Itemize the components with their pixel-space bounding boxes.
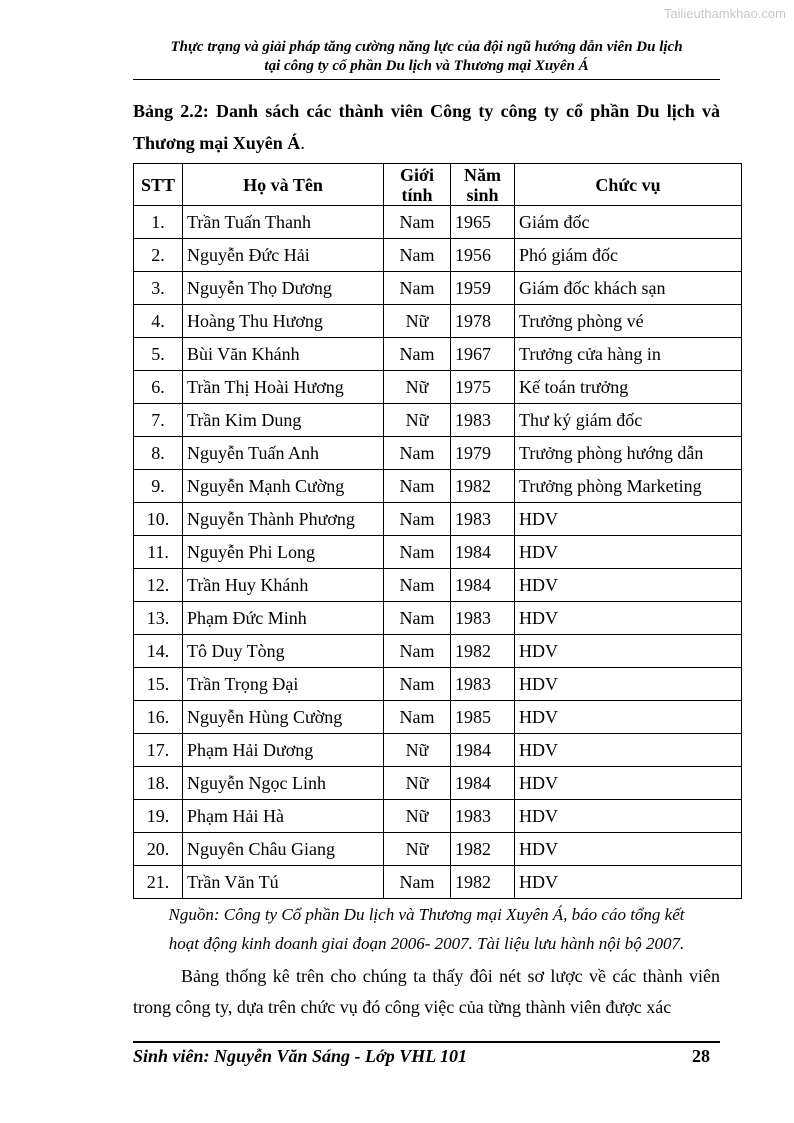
- cell-role: Giám đốc: [515, 206, 742, 239]
- header-gender: [384, 164, 451, 206]
- table-row: [134, 635, 742, 668]
- cell-role: HDV: [515, 767, 742, 800]
- table-row: [134, 305, 742, 338]
- cell-role: HDV: [515, 602, 742, 635]
- cell-birth-year: 1979: [451, 437, 515, 470]
- cell-name: Nguyễn Phi Long: [183, 536, 384, 569]
- header-year-line-1: Năm: [464, 164, 501, 185]
- cell-stt: 15.: [134, 668, 183, 701]
- page-number: 28: [692, 1046, 710, 1066]
- header-stt: STT: [134, 164, 183, 206]
- cell-name: Nguyễn Đức Hải: [183, 239, 384, 272]
- cell-birth-year: 1983: [451, 800, 515, 833]
- cell-birth-year: 1985: [451, 701, 515, 734]
- header-year-line-2: sinh: [466, 184, 499, 205]
- cell-stt: 14.: [134, 635, 183, 668]
- cell-gender: Nam: [384, 668, 451, 701]
- cell-gender: Nữ: [384, 404, 451, 437]
- cell-gender: Nữ: [384, 767, 451, 800]
- cell-birth-year: 1956: [451, 239, 515, 272]
- cell-role: Giám đốc khách sạn: [515, 272, 742, 305]
- cell-birth-year: 1967: [451, 338, 515, 371]
- cell-gender: Nam: [384, 470, 451, 503]
- cell-gender: Nam: [384, 602, 451, 635]
- cell-stt: 6.: [134, 371, 183, 404]
- cell-stt: 16.: [134, 701, 183, 734]
- cell-name: Phạm Hải Dương: [183, 734, 384, 767]
- table-row: [134, 338, 742, 371]
- cell-stt: 4.: [134, 305, 183, 338]
- cell-role: Phó giám đốc: [515, 239, 742, 272]
- cell-role: Trưởng phòng vé: [515, 305, 742, 338]
- running-header: [133, 38, 720, 76]
- cell-gender: Nam: [384, 569, 451, 602]
- cell-name: Phạm Hải Hà: [183, 800, 384, 833]
- cell-stt: 13.: [134, 602, 183, 635]
- cell-birth-year: 1959: [451, 272, 515, 305]
- cell-role: HDV: [515, 569, 742, 602]
- cell-role: Trưởng cửa hàng in: [515, 338, 742, 371]
- cell-role: HDV: [515, 734, 742, 767]
- cell-name: Trần Tuấn Thanh: [183, 206, 384, 239]
- cell-name: Trần Huy Khánh: [183, 569, 384, 602]
- table-row: [134, 569, 742, 602]
- header-birth-year: [451, 164, 515, 206]
- cell-role: HDV: [515, 503, 742, 536]
- table-row: [134, 272, 742, 305]
- cell-birth-year: 1982: [451, 833, 515, 866]
- cell-stt: 21.: [134, 866, 183, 899]
- cell-name: Nguyễn Hùng Cường: [183, 701, 384, 734]
- cell-stt: 20.: [134, 833, 183, 866]
- header-divider: [133, 79, 720, 80]
- cell-birth-year: 1978: [451, 305, 515, 338]
- cell-birth-year: 1982: [451, 635, 515, 668]
- cell-stt: 18.: [134, 767, 183, 800]
- cell-birth-year: 1983: [451, 602, 515, 635]
- cell-gender: Nam: [384, 866, 451, 899]
- header-line-2: tại công ty cổ phần Du lịch và Thương mại Xuyên Á: [264, 58, 589, 74]
- table-row: [134, 668, 742, 701]
- cell-name: Nguyễn Thọ Dương: [183, 272, 384, 305]
- cell-name: Trần Văn Tú: [183, 866, 384, 899]
- cell-role: HDV: [515, 800, 742, 833]
- cell-role: Kế toán trưởng: [515, 371, 742, 404]
- members-table: [133, 163, 742, 899]
- cell-stt: 19.: [134, 800, 183, 833]
- caption-text: Bảng 2.2: Danh sách các thành viên Công ty công ty cổ phần Du lịch và Thương mại Xuyên Á: [133, 101, 720, 153]
- cell-gender: Nam: [384, 272, 451, 305]
- footer-author: Sinh viên: Nguyễn Văn Sáng - Lớp VHL 101: [133, 1046, 468, 1066]
- cell-birth-year: 1984: [451, 536, 515, 569]
- table-row: [134, 767, 742, 800]
- cell-gender: Nam: [384, 239, 451, 272]
- cell-gender: Nam: [384, 536, 451, 569]
- cell-gender: Nam: [384, 206, 451, 239]
- table-row: [134, 206, 742, 239]
- table-row: [134, 437, 742, 470]
- cell-gender: Nam: [384, 338, 451, 371]
- cell-gender: Nữ: [384, 305, 451, 338]
- cell-name: Phạm Đức Minh: [183, 602, 384, 635]
- table-row: [134, 503, 742, 536]
- table-row: [134, 734, 742, 767]
- cell-name: Trần Trọng Đại: [183, 668, 384, 701]
- table-caption: [133, 95, 720, 159]
- cell-stt: 2.: [134, 239, 183, 272]
- table-row: [134, 866, 742, 899]
- cell-role: HDV: [515, 668, 742, 701]
- cell-role: Thư ký giám đốc: [515, 404, 742, 437]
- header-name: Họ và Tên: [183, 164, 384, 206]
- cell-name: Tô Duy Tòng: [183, 635, 384, 668]
- source-line-1: Nguồn: Công ty Cổ phần Du lịch và Thương mại Xuyên Á, báo cáo tổng kết: [168, 905, 685, 924]
- cell-birth-year: 1983: [451, 668, 515, 701]
- cell-gender: Nam: [384, 701, 451, 734]
- cell-birth-year: 1982: [451, 470, 515, 503]
- cell-stt: 9.: [134, 470, 183, 503]
- cell-stt: 3.: [134, 272, 183, 305]
- cell-gender: Nữ: [384, 833, 451, 866]
- cell-role: Trưởng phòng Marketing: [515, 470, 742, 503]
- footer-divider: [133, 1041, 720, 1043]
- table-row: [134, 239, 742, 272]
- header-gender-line-2: tính: [401, 184, 433, 205]
- cell-name: Trần Thị Hoài Hương: [183, 371, 384, 404]
- cell-role: HDV: [515, 635, 742, 668]
- cell-name: Trần Kim Dung: [183, 404, 384, 437]
- cell-birth-year: 1983: [451, 404, 515, 437]
- table-row: [134, 800, 742, 833]
- table-row: [134, 470, 742, 503]
- body-paragraph: Bảng thống kê trên cho chúng ta thấy đôi nét sơ lược về các thành viên trong công ty, dựa trên chức vụ đó công việc của từng thành viên được xác: [133, 966, 720, 1017]
- cell-role: HDV: [515, 833, 742, 866]
- table-row: [134, 371, 742, 404]
- cell-birth-year: 1984: [451, 767, 515, 800]
- cell-role: HDV: [515, 866, 742, 899]
- table-row: [134, 602, 742, 635]
- table-row: [134, 404, 742, 437]
- cell-gender: Nam: [384, 635, 451, 668]
- cell-stt: 5.: [134, 338, 183, 371]
- cell-birth-year: 1984: [451, 734, 515, 767]
- table-row: [134, 701, 742, 734]
- cell-name: Nguyễn Mạnh Cường: [183, 470, 384, 503]
- cell-gender: Nữ: [384, 371, 451, 404]
- cell-name: Nguyễn Thành Phương: [183, 503, 384, 536]
- cell-gender: Nam: [384, 503, 451, 536]
- cell-birth-year: 1975: [451, 371, 515, 404]
- cell-role: HDV: [515, 701, 742, 734]
- cell-stt: 7.: [134, 404, 183, 437]
- cell-name: Nguyên Châu Giang: [183, 833, 384, 866]
- cell-stt: 10.: [134, 503, 183, 536]
- cell-role: Trưởng phòng hướng dẫn: [515, 437, 742, 470]
- cell-stt: 17.: [134, 734, 183, 767]
- caption-period: .: [300, 133, 305, 153]
- table-row: [134, 833, 742, 866]
- header-gender-line-1: Giới: [400, 164, 434, 185]
- source-line-2: hoạt động kinh doanh giai đoạn 2006- 2007. Tài liệu lưu hành nội bộ 2007.: [168, 934, 685, 953]
- table-header-row: [134, 164, 742, 206]
- cell-name: Bùi Văn Khánh: [183, 338, 384, 371]
- cell-gender: Nam: [384, 437, 451, 470]
- cell-stt: 11.: [134, 536, 183, 569]
- table-row: [134, 536, 742, 569]
- cell-name: Nguyễn Ngọc Linh: [183, 767, 384, 800]
- cell-stt: 1.: [134, 206, 183, 239]
- cell-gender: Nữ: [384, 734, 451, 767]
- cell-stt: 12.: [134, 569, 183, 602]
- watermark: Tailieuthamkhao.com: [663, 6, 786, 21]
- cell-birth-year: 1983: [451, 503, 515, 536]
- cell-stt: 8.: [134, 437, 183, 470]
- source-note: [133, 900, 720, 958]
- cell-name: Hoàng Thu Hương: [183, 305, 384, 338]
- cell-birth-year: 1984: [451, 569, 515, 602]
- cell-name: Nguyễn Tuấn Anh: [183, 437, 384, 470]
- cell-birth-year: 1965: [451, 206, 515, 239]
- header-role: Chức vụ: [515, 164, 742, 206]
- header-line-1: Thực trạng và giải pháp tăng cường năng lực của đội ngũ hướng dẫn viên Du lịch: [170, 39, 683, 55]
- cell-gender: Nữ: [384, 800, 451, 833]
- cell-birth-year: 1982: [451, 866, 515, 899]
- cell-role: HDV: [515, 536, 742, 569]
